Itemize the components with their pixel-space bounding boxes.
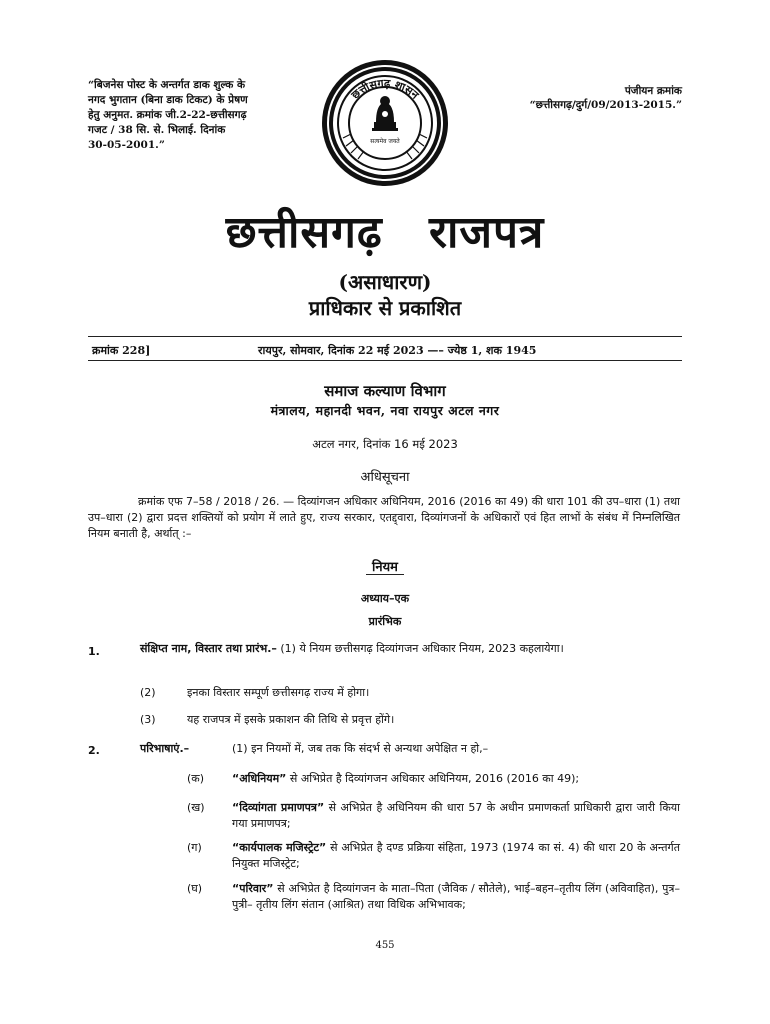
definition-text: से अभिप्रेत है दण्ड प्रक्रिया संहिता, 1973 (1974 का सं. 4) की धारा 20 के अन्तर्गत नियुक्त मजिस्ट्रेट;: [232, 841, 680, 870]
rule-1-text: [140, 641, 680, 657]
issue-rule-top: [88, 336, 682, 337]
emblem-top-text: छत्तीसगढ़ शासन: [348, 76, 422, 102]
rule-1-sub-3-text: यह राजपत्र में इसके प्रकाशन की तिथि से प्रवृत्त होंगे।: [187, 713, 395, 726]
extraordinary-label: (असाधारण): [338, 270, 432, 294]
postal-note-line: “बिजनेस पोस्ट के अन्तर्गत डाक शुल्क के: [88, 79, 246, 91]
rule-2-title: परिभाषाएं.–: [140, 742, 190, 755]
gazette-title: छत्तीसगढ़ राजपत्र: [225, 207, 545, 258]
page-number: 455: [375, 940, 395, 951]
notification-preamble: क्रमांक एफ 7–58 / 2018 / 26. — दिव्यांगजन अधिकार अधिनियम, 2016 (2016 का 49) की धारा 101 की उप–धारा (1) तथा उप–धारा (2) द्वारा प्रदत्त शक्तियों को प्रयोग में लाते हुए, राज्य सरकार, एतद्द्वारा, दिव्यांगजनों के अधिकारों एवं हित लाभों के संबंध में निम्नलिखित नियम बनाती है, अर्थात् :–: [88, 495, 680, 540]
definition-label: (क): [187, 772, 205, 785]
sub-rule-number: (3): [140, 713, 156, 726]
definition-item: [232, 840, 680, 872]
postal-permission-note: [88, 78, 278, 153]
notification-heading: अधिसूचना: [360, 470, 410, 485]
registration-value: “छत्तीसगढ़/दुर्ग/09/2013-2015.”: [529, 99, 682, 111]
postal-note-line: नगद भुगतान (बिना डाक टिकट) के प्रेषण: [88, 94, 248, 106]
definition-label: (ग): [187, 841, 202, 854]
issue-rule-bottom: [88, 360, 682, 361]
registration-number: [512, 84, 682, 112]
issue-number: क्रमांक 228]: [92, 344, 151, 357]
published-by-authority: प्राधिकार से प्रकाशित: [308, 296, 462, 320]
postal-note-line: 30-05-2001.”: [88, 139, 165, 151]
rule-2-intro: (1) इन नियमों में, जब तक कि संदर्भ से अन्यथा अपेक्षित न हो,–: [232, 742, 489, 755]
definition-item: [232, 771, 680, 787]
emblem-icon: [320, 58, 450, 188]
definition-term: “अधिनियम”: [232, 772, 287, 785]
definition-text: से अभिप्रेत है अधिनियम की धारा 57 के अधीन प्रमाणकर्ता प्राधिकारी द्वारा जारी किया गया प्रमाणपत्र;: [232, 801, 680, 830]
definition-label: (ख): [187, 801, 205, 814]
definition-label: (घ): [187, 882, 203, 895]
definition-text: से अभिप्रेत है दिव्यांगजन अधिकार अधिनियम, 2016 (2016 का 49);: [286, 772, 580, 785]
postal-note-line: हेतु अनुमत. क्रमांक जी.2-22-छत्तीसगढ़: [88, 109, 247, 121]
postal-note-line: गजट / 38 सि. से. भिलाई. दिनांक: [88, 124, 226, 136]
rule-1-sub-2-text: इनका विस्तार सम्पूर्ण छत्तीसगढ़ राज्य में होगा।: [187, 686, 370, 699]
chapter-title: प्रारंभिक: [368, 615, 402, 628]
definition-text: से अभिप्रेत है दिव्यांगजन के माता–पिता (जैविक / सौतेले), भाई–बहन–तृतीय लिंग (अविवाहित), पुत्र–पुत्री– तृतीय लिंग संतान (आश्रित) तथा विधिक अभिभावक;: [232, 882, 680, 911]
rules-heading: नियम: [372, 560, 398, 575]
definition-term: “दिव्यांगता प्रमाणपत्र”: [232, 801, 325, 814]
registration-label: पंजीयन क्रमांक: [624, 85, 682, 97]
rule-1-body: (1) ये नियम छत्तीसगढ़ दिव्यांगजन अधिकार नियम, 2023 कहलायेगा।: [276, 642, 564, 655]
definition-term: “परिवार”: [232, 882, 274, 895]
issue-date-place: रायपुर, सोमवार, दिनांक 22 मई 2023 —– ज्येष्ठ 1, शक 1945: [258, 344, 537, 357]
emblem-motto: सत्यमेव जयते: [370, 138, 400, 145]
sub-rule-number: (2): [140, 686, 156, 699]
rule-number: 2.: [88, 744, 100, 757]
definition-item: [232, 800, 680, 832]
department-name: समाज कल्याण विभाग: [324, 382, 446, 400]
definition-term: “कार्यपालक मजिस्ट्रेट”: [232, 841, 327, 854]
rule-number: 1.: [88, 645, 100, 658]
definition-item: [232, 881, 680, 913]
department-address: मंत्रालय, महानदी भवन, नवा रायपुर अटल नगर: [270, 403, 500, 418]
rule-1-title: संक्षिप्त नाम, विस्तार तथा प्रारंभ.–: [140, 642, 277, 655]
chapter-number: अध्याय–एक: [360, 592, 410, 605]
state-emblem-seal: [320, 58, 450, 188]
rules-heading-underline: [366, 574, 404, 575]
notification-dateline: अटल नगर, दिनांक 16 मई 2023: [312, 437, 458, 451]
